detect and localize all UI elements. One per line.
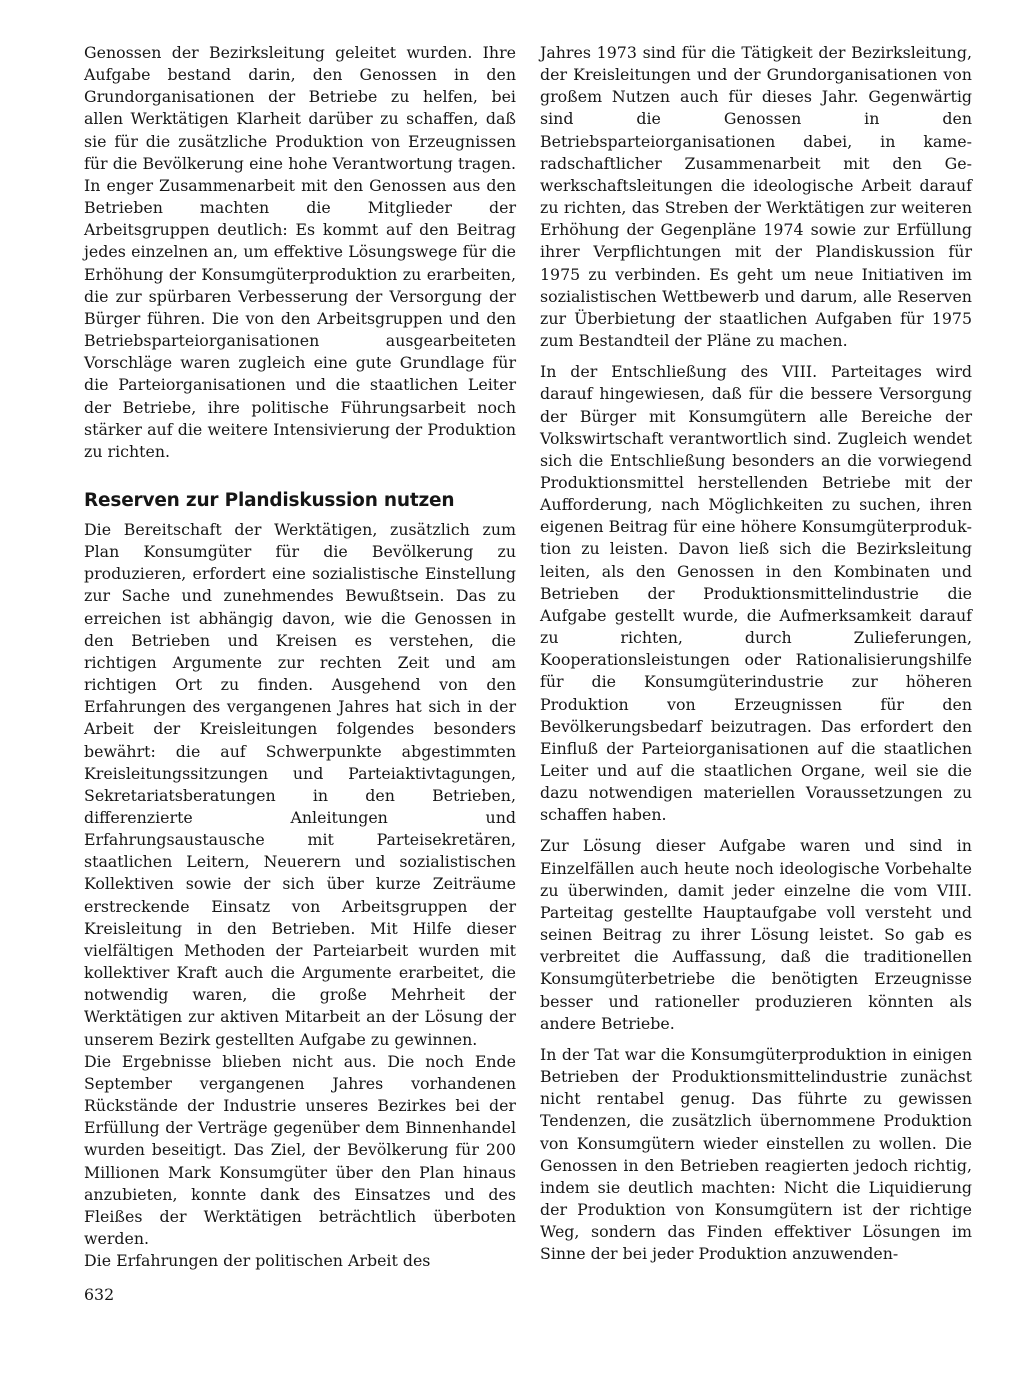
right-paragraph-4: In der Tat war die Konsumgüterproduktion in einigen Betrieben der Produktionsmittelindustrie zunächst nicht rentabel genug. Das führte zu gewissen Tendenzen, die zusätzlich übernommene Produktion von Konsumgütern wieder einstellen zu wollen. Die Genossen in den Betrieben reagierten jedoch richtig, indem sie deutlich machten: Nicht die Liquidierung der Produktion von Konsumgütern ist der richtige Weg, sondern das Finden effektiver Lösungen im Sinne der bei jeder Produktion anzuwenden- [540, 1044, 972, 1264]
section-heading: Reserven zur Plandiskussion nutzen [84, 489, 455, 511]
right-paragraph-3: Zur Lösung dieser Aufgabe waren und sind in Einzelfällen auch heute noch ideologische Vorbehalte zu überwinden, damit jeder einzelne die vom VIII. Parteitag gestellte Hauptaufgabe voll versteht und seinen Beitrag zu ihrer Lösung leistet. So gab es verbreitet die Auffassung, daß die traditionellen Konsumgüterbetriebe die benötigten Erzeugnisse besser und rationeller produzieren könnten als andere Betriebe. [540, 836, 972, 1033]
page-number: 632 [84, 1285, 115, 1304]
left-paragraph-4: Die Erfahrungen der politischen Arbeit des [84, 1251, 431, 1271]
left-paragraph-3: Die Ergebnisse blieben nicht aus. Die noch Ende September vergangenen Jahres vorhandenen Rückstände der Industrie unseres Bezirkes bei der Erfüllung der Verträge gegenüber dem Binnenhandel wurden beseitigt. Das Ziel, der Bevölkerung für 200 Millionen Mark Konsumgüter über den Plan hinaus anzubieten, konnte dank des Einsatzes und des Fleißes der Werktätigen beträchtlich überboten werden. [84, 1051, 516, 1248]
left-paragraph-2: Die Bereitschaft der Werktätigen, zusätzlich zum Plan Konsumgüter für die Bevölkerung zu produzieren, erfordert eine sozialistische Einstellung zur Sache und zunehmendes Bewußtsein. Das zu erreichen ist abhängig davon, wie die Genossen in den Betrieben und Kreisen es verstehen, die richtigen Argumente zur rechten Zeit und am richtigen Ort zu finden. Ausgehend von den Erfahrungen des vergangenen Jahres hat sich in der Arbeit der Kreisleitungen folgendes besonders bewährt: die auf Schwerpunkte abgestimmten Kreisleitungssitzungen und Parteiaktivtagungen, Sekretariatsberatungen in den Betrieben, differenzierte Anleitungen und Erfahrungsaustausche mit Parteisekretären, staatlichen Leitern, Neuerern und sozialistischen Kollektiven sowie der sich über kurze Zeiträume erstreckende Einsatz von Arbeitsgruppen der Kreisleitung in den Betrieben. Mit Hilfe dieser vielfältigen Methoden der Parteiarbeit wurden mit kollektiver Kraft auch die Argumente erarbeitet, die notwendig waren, die große Mehrheit der Werktätigen zur aktiven Mitarbeit an der Lösung der unserem Bezirk gestellten Aufgabe zu gewinnen. [84, 519, 516, 1049]
left-column [84, 42, 516, 1272]
left-paragraph-1: Genossen der Bezirksleitung geleitet wurden. Ihre Aufgabe bestand darin, den Genossen in den Grundorganisationen der Betriebe zu helfen, bei allen Werktätigen Klarheit darüber zu schaffen, daß sie für die zusätzliche Produktion von Erzeugnissen für die Bevölkerung eine hohe Verantwortung tragen. In enger Zusammenarbeit mit den Genossen aus den Betrieben machten die Mitglieder der Arbeitsgruppen deutlich: Es kommt auf den Beitrag jedes einzelnen an, um effektive Lösungswege für die Erhöhung der Konsumgüterproduktion zu erarbeiten, die zur spürbaren Verbesserung der Versorgung der Bürger führen. Die von den Arbeitsgruppen und den Betriebsparteiorganisationen ausgearbeiteten Vorschläge waren zugleich eine gute Grundlage für die Parteiorganisationen und die staatlichen Leiter der Betriebe, ihre politische Führungsarbeit noch stärker auf die weitere Intensivierung der Produktion zu richten. [84, 43, 516, 461]
right-paragraph-2: In der Entschließung des VIII. Parteitages wird darauf hingewiesen, daß für die bessere Versorgung der Bürger mit Konsumgütern alle Bereiche der Volkswirtschaft verantwortlich sind. Zugleich wendet sich die Entschließung besonders an die vorwiegend Produktionsmittel herstellenden Betriebe mit der Aufforderung, nach Möglichkeiten zu suchen, ihren eigenen Beitrag für eine höhere Konsumgüterproduktion zu leisten. Davon ließ sich die Bezirksleitung leiten, als den Genossen in den Kombinaten und Betrieben der Produktionsmittelindustrie die Aufgabe gestellt wurde, die Aufmerksamkeit darauf zu richten, durch Zulieferungen, Kooperationsleistungen oder Rationalisierungshilfe für die Konsumgüterindustrie zur höheren Produktion von Erzeugnissen für den Bevölkerungsbedarf beizutragen. Das erfordert den Einfluß der Parteiorganisationen auf die staatlichen Leiter und auf die staatlichen Organe, weil sie die dazu notwendigen materiellen Voraussetzungen zu schaffen haben. [540, 362, 972, 825]
right-paragraph-1: Jahres 1973 sind für die Tätigkeit der Bezirksleitung, der Kreisleitungen und der Grundorganisationen von großem Nutzen auch für dieses Jahr. Gegenwärtig sind die Genossen in den Betriebsparteiorganisationen dabei, in kameradschaftlicher Zusammenarbeit mit den Gewerkschaftsleitungen die ideologische Arbeit darauf zu richten, das Streben der Werktätigen zur weiteren Erhöhung der Gegenpläne 1974 sowie zur Erfüllung ihrer Verpflichtungen mit der Plandiskussion für 1975 zu verbinden. Es geht um neue Initiativen im sozialistischen Wettbewerb und darum, alle Reserven zur Überbietung der staatlichen Aufgaben für 1975 zum Bestandteil der Pläne zu machen. [540, 43, 972, 351]
right-column [540, 42, 972, 1265]
